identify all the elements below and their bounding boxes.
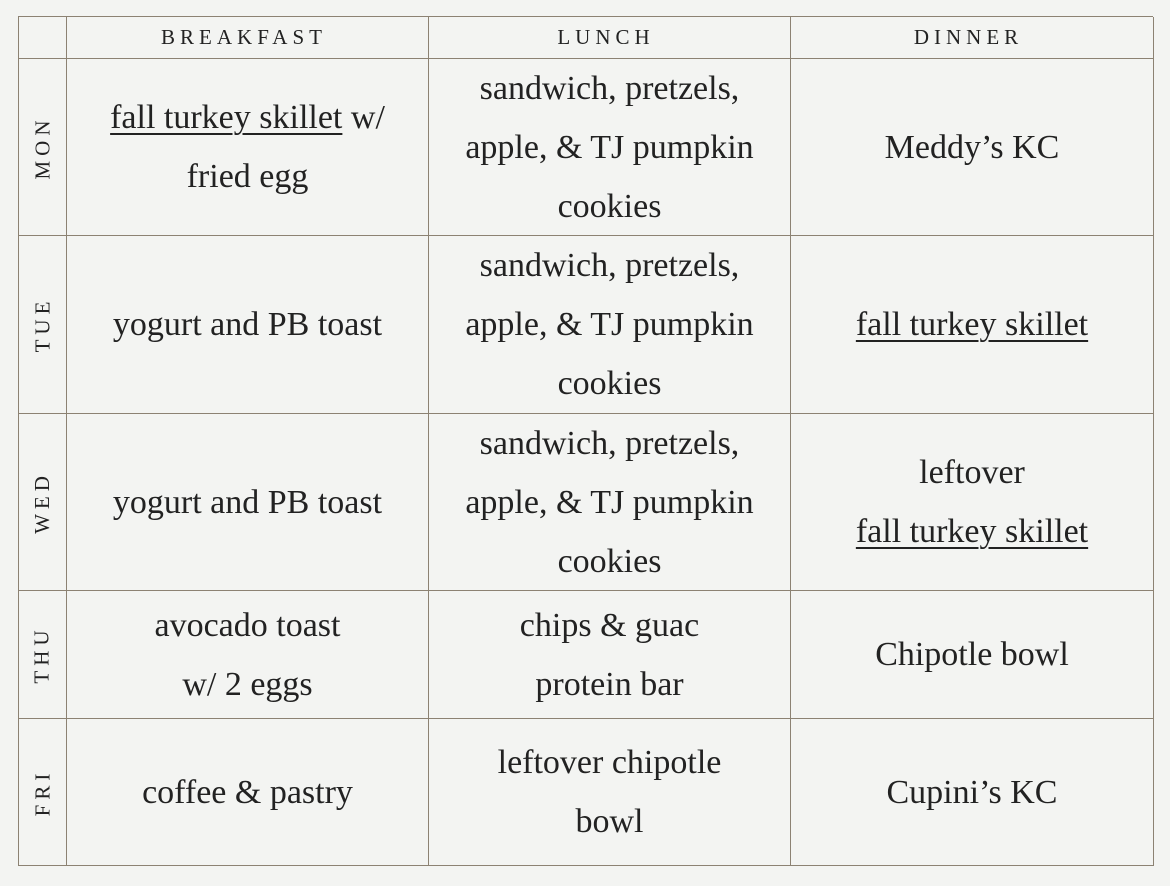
mon-dinner: Meddy’s KC (791, 59, 1154, 236)
thu-breakfast: avocado toast w/ 2 eggs (67, 591, 429, 719)
day-label-thu: THU (19, 591, 67, 719)
day-label-tue: TUE (19, 236, 67, 414)
day-label-wed: WED (19, 414, 67, 591)
day-label-mon: MON (19, 59, 67, 236)
thu-lunch: chips & guac protein bar (429, 591, 791, 719)
fri-dinner: Cupini’s KC (791, 719, 1154, 866)
tue-lunch: sandwich, pretzels, apple, & TJ pumpkin cookies (429, 236, 791, 414)
corner-cell (19, 17, 67, 59)
recipe-link[interactable]: fall turkey skillet (110, 99, 343, 136)
recipe-link[interactable]: fall turkey skillet (855, 306, 1089, 343)
header-breakfast: BREAKFAST (67, 17, 429, 59)
recipe-link[interactable]: fall turkey skillet (855, 513, 1089, 550)
wed-dinner: leftover fall turkey skillet (791, 414, 1154, 591)
tue-breakfast: yogurt and PB toast (67, 236, 429, 414)
fri-breakfast: coffee & pastry (67, 719, 429, 866)
meal-plan-table (18, 16, 1153, 866)
header-lunch: LUNCH (429, 17, 791, 59)
wed-breakfast: yogurt and PB toast (67, 414, 429, 591)
tue-dinner (791, 236, 1154, 414)
fri-lunch: leftover chipotle bowl (429, 719, 791, 866)
day-label-fri: FRI (19, 719, 67, 866)
thu-dinner: Chipotle bowl (791, 591, 1154, 719)
mon-breakfast: fall turkey skillet w/ fried egg (67, 59, 429, 236)
wed-lunch: sandwich, pretzels, apple, & TJ pumpkin cookies (429, 414, 791, 591)
header-dinner: DINNER (791, 17, 1154, 59)
mon-lunch: sandwich, pretzels, apple, & TJ pumpkin cookies (429, 59, 791, 236)
